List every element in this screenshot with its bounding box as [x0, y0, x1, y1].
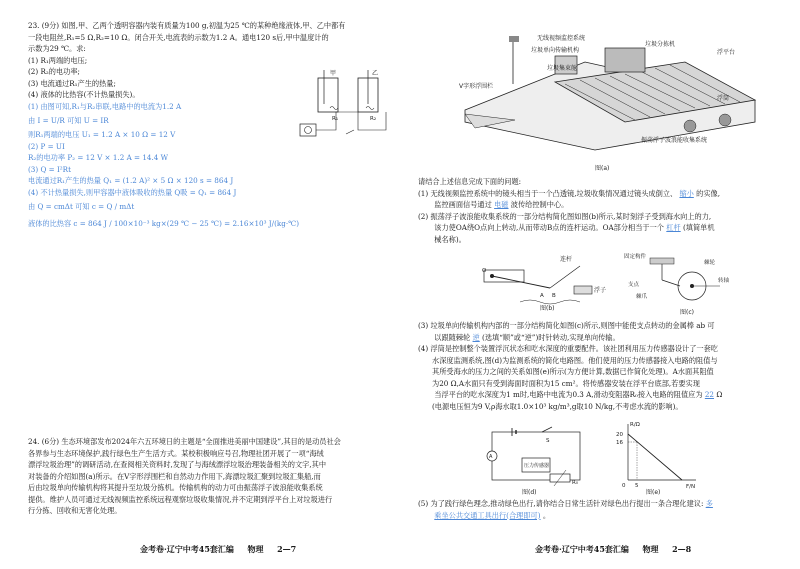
item5-text-2: 。 [542, 510, 551, 520]
caption-d: 图(d) [522, 489, 537, 496]
label-jia: 甲 [330, 70, 337, 77]
footer-right-title: 金考卷·辽宁中考45套汇编 [535, 544, 629, 554]
q24-line: 漂浮垃圾治理”的调研活动,在查阅相关资料时,发现了与海绒漂浮垃圾治理装备相关的文字,其中 [28, 460, 327, 469]
answer-line: 电流通过R₁产生的热量 Q₁ = (1.2 A)² × 5 Ω × 120 s = 864 J [28, 176, 234, 185]
graph-line [628, 434, 682, 480]
label-pivot: 支点 [628, 282, 640, 288]
label-b: B [552, 293, 556, 299]
label-o: 0 [622, 483, 626, 489]
label-r2: R₂ [370, 116, 377, 122]
q24-line: 提供。维护人员可通过无线视频监控系统远程观察垃圾收集情况,并不定期到浮平台上对垃圾进行 [28, 494, 333, 504]
item1-text-2: 监控画面信号通过 [434, 200, 492, 209]
buoy-icon [684, 120, 696, 132]
sorter-box [605, 48, 645, 72]
q24-line: 行分拣、回收和无害化处理。 [28, 506, 122, 515]
item2-answer: 杠杆 [666, 223, 681, 232]
circuit-diagram [296, 64, 396, 144]
answer-line: (4) 不计热量损失,则甲容器中液体吸收的热量 Q吸 = Q₁ = 864 J [28, 187, 237, 197]
right-column-middle [418, 320, 778, 412]
item3-text-1: (3) 垃圾单向传输机构内部的一部分结构简化如图(c)所示,则图中能使支点转动的金属棒 ab 可 [418, 321, 715, 330]
label-float-platform: 浮平台 [717, 49, 736, 56]
item2-text-3: (填简单机 [682, 223, 715, 232]
q23-line: 示数为29 ℃。求: [28, 44, 86, 53]
label-r0: R₀ [572, 480, 579, 486]
item4-line: (电源电压恒为9 V,ρ海水取1.0×10³ kg/m³,g取10 N/kg,不考虑水流的影响)。 [432, 401, 683, 411]
label-v-fence: V字形浮围栏 [459, 83, 494, 90]
item1-answer-1: 缩小 [679, 188, 694, 198]
figure-b [480, 252, 610, 312]
item3-answer: 逆 [472, 332, 480, 342]
q24-line: 后由垃圾单向传输机构将其提升至垃圾分拣机。传输机构的动力可由振荡浮子波浪能收集系统 [28, 483, 323, 492]
label-a: A [489, 454, 493, 460]
camera-icon [509, 36, 519, 42]
footer-left [140, 543, 296, 555]
item1-suffix: 的实像, [696, 188, 720, 198]
item1-text-3: 波传给控制中心。 [510, 200, 569, 209]
label-buoy: 浮筒 [717, 95, 730, 102]
ammeter-icon [305, 127, 312, 134]
question-24 [28, 436, 398, 517]
figure-a-equipment [455, 22, 773, 174]
item4-line: (4) 浮筒是控制整个装置浮沉状态和吃水深度的重要配件。该社团利用压力传感器设计了一套吃 [418, 344, 718, 353]
q23-line: (1) R₁两端的电压; [28, 55, 88, 65]
figure-e-graph [612, 420, 702, 496]
answer-line: (3) Q = I²Rt [28, 164, 71, 174]
label-o: O [482, 268, 487, 274]
item-2-line-3 [418, 234, 778, 246]
footer-left-title: 金考卷·辽宁中考45套汇编 [140, 544, 234, 554]
footer-left-subject: 物理 [247, 544, 264, 554]
item4-answer: 22 [704, 390, 715, 399]
switch-icon [346, 130, 354, 134]
answer-line: (2) P = UI [28, 141, 65, 151]
footer-right [535, 543, 691, 555]
label-collector: 垃圾集束舱 [547, 65, 578, 72]
figure-d-circuit [482, 424, 592, 496]
answer-line: 由 Q = cmΔt 可知 c = Q / mΔt [28, 202, 135, 211]
item5-answer-1: 多 [705, 499, 713, 508]
switch-s-icon [542, 427, 552, 432]
label-y20: 20 [616, 432, 623, 438]
label-xlabel: F/N [686, 484, 696, 490]
label-s: S [546, 438, 550, 444]
item-3-line-2 [418, 332, 778, 344]
container-jia [318, 78, 338, 112]
footer-right-subject: 物理 [642, 544, 659, 554]
label-ylabel: R/Ω [630, 422, 640, 428]
label-ratchet: 棘轮 [704, 260, 716, 266]
intro-text: 请结合上述信息完成下面的问题: [418, 177, 522, 186]
q23-line: (3) 电流通过R₁产生的热量; [28, 78, 116, 88]
label-camera: 无线视频监控系统 [537, 35, 586, 42]
q23-line: 23. (9分) 如图,甲、乙两个透明容器内装有质量为100 g,初温为25 ℃的某种绝缘液体,甲、乙中都有 [28, 21, 346, 30]
footer-left-page: 2—7 [277, 544, 297, 554]
q24-line: 对装备的介绍如图(a)所示。在V字形浮围栏和自然动力作用下,海漂垃圾汇聚到垃圾汇集船,而 [28, 471, 321, 481]
item5-text-1: (5) 为了践行绿色理念,推动绿色出行,请你结合日常生活针对绿色出行提出一条合理化建议: [418, 499, 704, 508]
item4-line: 水深度监测系统,图(d)为监测系统的简化电路图。他们使用的压力传感器接入电路的阻值与 [432, 355, 718, 365]
item1-answer-2: 电磁 [494, 200, 509, 209]
label-a: A [540, 293, 544, 299]
item5-answer-2: 乘坐公共交通工具出行(合理即可) [434, 510, 541, 520]
item-1-line-1 [418, 188, 778, 200]
label-pawl: 棘爪 [636, 294, 648, 300]
q23-line: (2) R₂的电功率; [28, 67, 80, 76]
item4-unit: Ω [716, 390, 723, 399]
label-sorter: 垃圾分拣机 [645, 41, 676, 48]
item-3-line-1 [418, 320, 778, 332]
label-wave-system: 振荡浮子波浪能收集系统 [641, 137, 708, 144]
item4-text-5: 当浮平台的吃水深度为1 m时,电路中电流为0.3 A,滑动变阻器R₀接入电路的阻值应为 [434, 390, 703, 399]
label-float: 浮子 [594, 287, 607, 294]
item-5-line-2 [418, 510, 778, 522]
answer-line: (1) 由图可知,R₁与R₂串联,电路中的电流为1.2 A [28, 101, 182, 111]
answer-line: 则R₁两端的电压 U₁ = 1.2 A × 10 Ω = 12 V [28, 130, 176, 139]
right-column [418, 176, 778, 245]
label-y16: 16 [616, 440, 623, 446]
answer-line: R₂的电功率 P₂ = 12 V × 1.2 A = 14.4 W [28, 153, 169, 162]
q24-line: 各界参与生态环境保护,践行绿色生产生活方式。某校积极响应号召,物理社团开展了一项“海绒 [28, 448, 324, 458]
item-4-line-5 [418, 389, 778, 401]
caption-c: 图(c) [680, 309, 694, 316]
right-column-bottom [418, 498, 778, 521]
item3-text-3: (选填“顺”或“逆”)时针转动,实现单向传输。 [482, 332, 620, 342]
label-shaft: 转轴 [718, 278, 730, 284]
item2-text-4: 械名称)。 [434, 234, 466, 244]
caption-b: 图(b) [540, 305, 555, 312]
q23-line: (4) 液体的比热容(不计热量损失)。 [28, 90, 140, 99]
ammeter-box [300, 124, 316, 136]
item-5-line-1 [418, 498, 778, 510]
item1-text: (1) 无线视频监控系统中的镜头相当于一个凸透镜,垃圾收集情况通过镜头成倒立、 [418, 188, 678, 198]
q23-line: 一段电阻丝,R₁=5 Ω,R₂=10 Ω。闭合开关,电流表的示数为1.2 A。通电120 s后,甲中温度计的 [28, 32, 329, 42]
footer-right-page: 2—8 [672, 544, 692, 554]
label-conveyor: 垃圾单向传输机构 [531, 47, 580, 54]
caption-a: 图(a) [595, 165, 610, 172]
item3-text-2: 以跟随棘轮 [434, 332, 471, 342]
item4-line: 为20 Ω,A水面只有受到海面时面积为15 cm²。将传感器安装在浮平台底部,若要实现 [432, 378, 700, 388]
q24-line: 24. (6分) 生态环境部发布2024年六五环境日的主题是“全面推进美丽中国建设”,其目的是动员社会 [28, 437, 341, 446]
label-fixed: 固定构件 [624, 254, 647, 260]
label-sensor: 压力传感器 [524, 463, 550, 469]
figure-c [620, 252, 740, 316]
item-1-line-2 [418, 199, 778, 211]
label-x5: 5 [635, 483, 639, 489]
answer-line: 由 I = U/R 可知 U = IR [28, 116, 109, 125]
item4-line: 其所受海水的压力之间的关系如图(e)所示(为方便计算,数据已作简化处理)。A水面其阻值 [432, 367, 714, 376]
item-2-line-2 [418, 222, 778, 234]
label-yi: 乙 [372, 70, 379, 77]
label-rod: 连杆 [560, 256, 573, 263]
label-r1: R₁ [332, 116, 339, 122]
caption-e: 图(e) [646, 489, 661, 496]
item2-text-2: 该力使OA绕O点向上转动,从而带动B点的连杆运动。OA部分相当于一个 [434, 223, 664, 232]
answer-line: 液体的比热容 c = 864 J / 100×10⁻³ kg×(29 ℃ − 25 ℃) = 2.16×10³ J/(kg·℃) [28, 219, 299, 228]
item2-line-1: (2) 振荡浮子波浪能收集系统的一部分结构简化图如图(b)所示,某时刻浮子受到海水向上的力, [418, 211, 712, 221]
